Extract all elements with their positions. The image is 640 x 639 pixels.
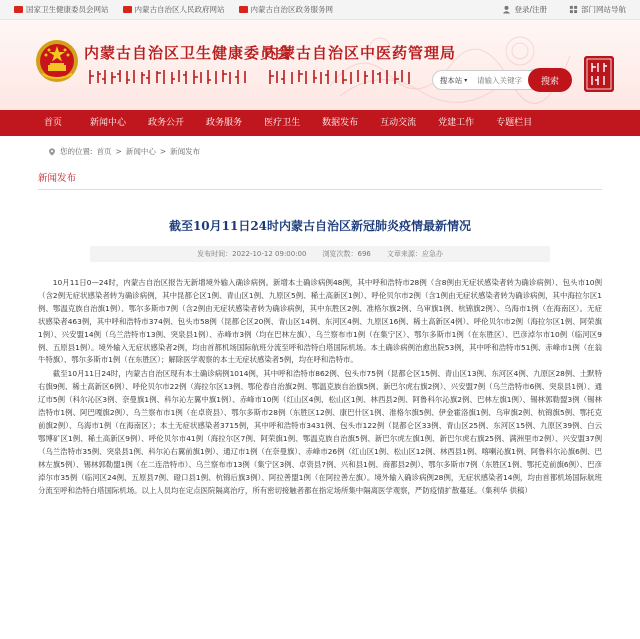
article-meta [90, 246, 550, 262]
link-nmg-gov[interactable] [123, 4, 225, 15]
nav-healthcare[interactable]: 医疗卫生 [264, 118, 301, 128]
nav-interaction[interactable]: 互动交流 [380, 118, 417, 128]
breadcrumb-prefix: 您的位置: [60, 147, 93, 156]
publish-time: 发布时间：2022-10-12 09:00:00 [197, 250, 307, 258]
breadcrumb [48, 146, 640, 157]
link-nmg-gov-label: 内蒙古自治区人民政府网站 [134, 5, 225, 14]
search-scope-select[interactable] [432, 70, 474, 90]
nav-gov-services[interactable]: 政务服务 [206, 118, 243, 128]
decorative-pattern [320, 26, 580, 106]
mongolian-script-title-1 [86, 68, 254, 86]
search-bar [432, 68, 572, 92]
site-header [0, 20, 640, 110]
nav-news-center[interactable]: 新闻中心 [90, 118, 127, 128]
chevron-down-icon: ▾ [464, 76, 468, 84]
dept-nav-link[interactable] [569, 4, 626, 15]
login-label: 登录/注册 [514, 5, 547, 14]
main-nav [0, 110, 640, 136]
article-body [38, 277, 602, 497]
national-emblem-icon [34, 38, 80, 84]
search-input[interactable] [474, 70, 534, 90]
link-zwfw-label: 内蒙古自治区政务服务网 [250, 5, 333, 14]
article-title: 截至10月11日24时内蒙古自治区新冠肺炎疫情最新情况 [168, 219, 472, 233]
nav-home[interactable]: 首页 [44, 118, 63, 128]
top-utility-bar [0, 0, 640, 20]
external-links [14, 4, 502, 15]
dept-nav-label: 部门网站导航 [581, 5, 626, 14]
breadcrumb-news-release[interactable]: 新闻发布 [170, 147, 201, 156]
site-title-tcm-bureau: 内蒙古自治区中医药管理局 [264, 44, 457, 62]
link-zwfw[interactable] [239, 4, 334, 15]
search-scope-label: 搜本站 [439, 75, 463, 85]
article-paragraph: 截至10月11日24时，内蒙古自治区现有本土确诊病例1014例，其中呼和浩特市862例、包头市75例（昆都仑区15例、青山区13例、东河区4例、九原区28例、土默特右旗9例、稀土高新区6例）、呼伦贝尔市22例（海拉尔区13例、鄂伦春自治旗2例、鄂温克族自治旗5例、新巴尔虎右旗2例）、兴安盟7例（乌兰浩特市6例、突泉县1例）、通辽市5例（科尔沁区3例、奈曼旗1例、科尔沁左翼中旗1例）、赤峰市10例（红山区4例、松山区1例、林西县2例、阿鲁科尔沁旗2例、巴林左旗1例）、锡林郭勒盟3例（锡林浩特市1例、阿巴嘎旗2例）、乌兰察布市1例（在卓资县）、鄂尔多斯市28例（东胜区12例、康巴什区1例、准格尔旗5例、伊金霍洛旗1例、乌审旗2例、杭锦旗5例、鄂托克前旗2例）、乌海市1例（在海南区）；本土无症状感染者3715例，其中呼和浩特市3431例、包头市122例（昆都仑区33例、青山区25例、东河区15例、九原区39例、白云鄂博矿区1例、稀土高新区9例）、呼伦贝尔市41例（海拉尔区7例、阿荣旗1例、鄂温克族自治旗5例、新巴尔虎左旗1例、新巴尔虎右旗25例、满洲里市2例）、兴安盟37例（乌兰浩特市35例、突泉县1例、科尔沁右翼前旗1例）、通辽市1例（在奈曼旗）、赤峰市26例（红山区1例、松山区12例、林西县1例、喀喇沁旗1例、阿鲁科尔沁旗6例、巴林左旗5例）、锡林郭勒盟1例（在二连浩特市）、乌兰察布市13例（集宁区3例、卓资县7例、兴和县1例、商都县2例）、鄂尔多斯市7例（东胜区1例、鄂托克前旗6例）、巴彦淖尔市35例（临河区24例、五原县7例、磴口县1例、杭锦后旗3例）、阿拉善盟1例（在阿拉善左旗）。境外输入确诊病例28例，无症状感染者14例，均由首都机场国际航班分流至呼和浩特白塔国际机场。以上人员均在定点医院隔离治疗，所有密切接触者都在指定场所集中隔离医学观察，严防疫情扩散蔓延。（集利华 供稿） [38, 369, 602, 495]
red-seal-logo [584, 56, 614, 92]
login-link[interactable] [502, 4, 547, 15]
section-title: 新闻发布 [38, 170, 602, 190]
breadcrumb-news-center[interactable]: 新闻中心 [125, 147, 156, 156]
site-title-health-commission: 内蒙古自治区卫生健康委员会 [84, 44, 293, 62]
breadcrumb-home[interactable]: 首页 [96, 147, 112, 156]
nav-party-building[interactable]: 党建工作 [438, 118, 475, 128]
link-nhc-label: 国家卫生健康委员会网站 [26, 5, 109, 14]
flag-icon [239, 6, 248, 13]
nav-special-topics[interactable]: 专题栏目 [496, 118, 533, 128]
location-pin-icon [48, 148, 56, 156]
flag-icon [14, 6, 23, 13]
article-paragraph: 10月11日0—24时，内蒙古自治区报告无新增境外输入确诊病例。新增本土确诊病例48例，其中呼和浩特市28例（含8例由无症状感染者转为确诊病例）、包头市10例（含2例无症状感染者转为确诊病例，其中昆都仑区1例、青山区1例、九原区5例、稀土高新区1例）、呼伦贝尔市2例（含1例由无症状感染者转为确诊病例，其中海拉尔区1例、鄂温克族自治旗1例）、鄂尔多斯市7例（含2例由无症状感染者转为确诊病例，其中东胜区2例、准格尔旗2例、乌审旗1例、杭锦旗2例）、乌海市1例（在海南区）。无症状感染者463例，其中呼和浩特市374例、包头市58例（昆都仑区20例、青山区14例、东河区4例、九原区16例、稀土高新区4例）、呼伦贝尔市2例（海拉尔区1例、阿荣旗1例）、兴安盟14例（乌兰浩特市13例、突泉县1例）、赤峰市3例（均在巴林左旗）、乌兰察布市1例（在集宁区）、鄂尔多斯市1例（在东胜区）、巴彦淖尔市10例（临河区9例、五原县1例）。境外输入无症状感染者2例，均由首都机场国际航班分流至呼和浩特白塔国际机场。本土确诊病例治愈出院53例，其中呼和浩特市51例、赤峰市1例（在翁牛特旗）、鄂尔多斯市1例（在东胜区）；解除医学观察的本土无症状感染者5例，均在呼和浩特市。 [38, 278, 602, 365]
user-icon [502, 5, 511, 14]
article-source: 文章来源：应急办 [386, 250, 443, 258]
link-nhc[interactable] [14, 4, 109, 15]
search-button[interactable]: 搜索 [528, 68, 572, 92]
breadcrumb-sep: > [159, 147, 167, 156]
flag-icon [123, 6, 132, 13]
nav-data-release[interactable]: 数据发布 [322, 118, 359, 128]
grid-menu-icon [569, 5, 578, 14]
breadcrumb-sep: > [115, 147, 122, 156]
mongolian-script-title-2 [266, 68, 416, 86]
view-count: 浏览次数：696 [322, 250, 371, 258]
nav-gov-affairs[interactable]: 政务公开 [148, 118, 185, 128]
